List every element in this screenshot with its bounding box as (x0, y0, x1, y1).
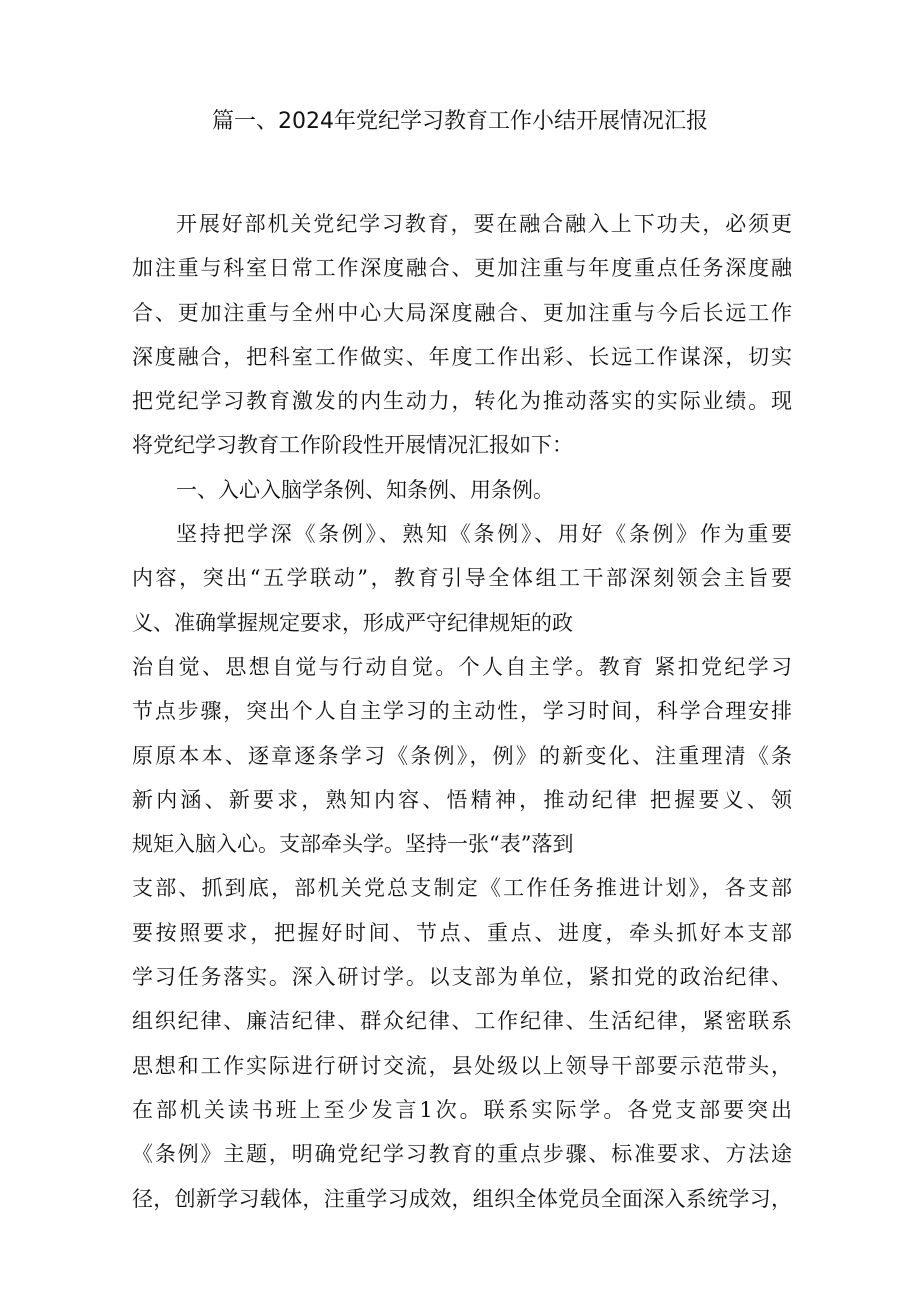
paragraph-line: 规矩入脑入心。支部牵头学。坚持一张“表”落到 (132, 832, 574, 857)
paragraph-line: 原原本本、逐章逐条学习《条例》，例》的新变化、注重理清《条 (132, 743, 792, 768)
paragraph-line: 合、更加注重与全州中心大局深度融合、更加注重与今后长远工作 (132, 300, 792, 325)
paragraph-line: 把党纪学习教育激发的内生动力，转化为推动落实的实际业绩。现 (132, 389, 792, 414)
paragraph-line: 义、准确掌握规定要求，形成严守纪律规矩的政 (132, 610, 573, 635)
paragraph-line: 径，创新学习载体，注重学习成效，组织全体党员全面深入系统学习， (132, 1186, 792, 1211)
paragraph-line: 坚持把学深《条例》、熟知《条例》、用好《条例》作为重要 (176, 522, 792, 547)
paragraph-line: 开展好部机关党纪学习教育，要在融合融入上下功夫，必须更 (176, 212, 792, 236)
paragraph-line: 在部机关读书班上至少发言1次。联系实际学。各党支部要突出 (132, 1097, 792, 1122)
paragraph-line: 组织纪律、廉洁纪律、群众纪律、工作纪律、生活纪律，紧密联系 (132, 1009, 792, 1034)
document-title: 篇一、2024年党纪学习教育工作小结开展情况汇报 (212, 109, 708, 134)
paragraph-line: 内容，突出“五学联动”，教育引导全体组工干部深刻领会主旨要 (132, 566, 792, 591)
paragraph-line: 将党纪学习教育工作阶段性开展情况汇报如下： (132, 433, 573, 458)
paragraph-line: 深度融合，把科室工作做实、年度工作出彩、长远工作谋深，切实 (132, 344, 792, 369)
paragraph-line: 新内涵、新要求，熟知内容、悟精神，推动纪律 把握要义、领 (132, 787, 792, 812)
paragraph-line: 《条例》主题，明确党纪学习教育的重点步骤、标准要求、方法途 (132, 1142, 792, 1167)
paragraph-line: 治自觉、思想自觉与行动自觉。个人自主学。教育 紧扣党纪学习 (132, 654, 792, 679)
paragraph-line: 思想和工作实际进行研讨交流，县处级以上领导干部要示范带头， (132, 1053, 792, 1078)
paragraph-line: 加注重与科室日常工作深度融合、更加注重与年度重点任务深度融 (132, 256, 792, 281)
section-heading: 一、入心入脑学条例、知条例、用条例。 (176, 477, 554, 502)
paragraph-line: 学习任务落实。深入研讨学。以支部为单位，紧扣党的政治纪律、 (132, 965, 792, 990)
paragraph-line: 节点步骤，突出个人自主学习的主动性，学习时间，科学合理安排 (132, 699, 792, 724)
paragraph-line: 支部、抓到底，部机关党总支制定《工作任务推进计划》，各支部 (132, 876, 792, 901)
paragraph-line: 要按照要求，把握好时间、节点、重点、进度，牵头抓好本支部 (132, 920, 792, 945)
document-body (132, 202, 792, 1221)
